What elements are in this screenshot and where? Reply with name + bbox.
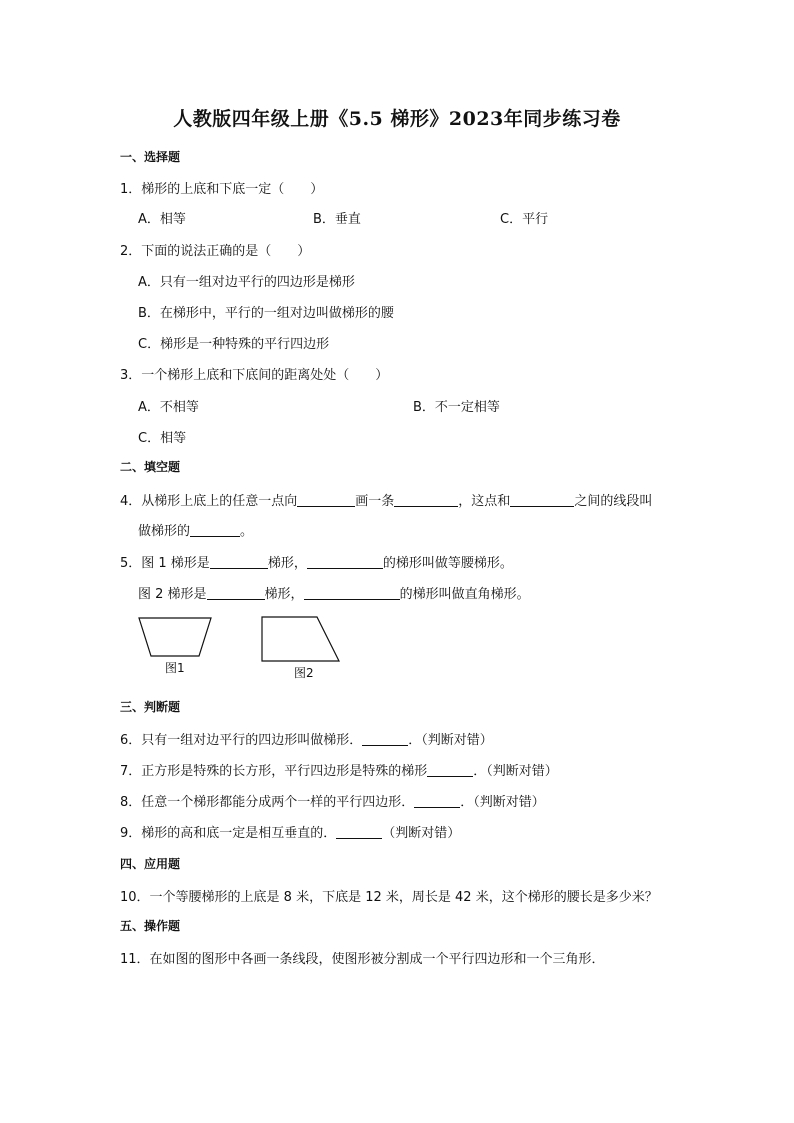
question-5-line-2 <box>138 583 530 602</box>
question-4-text: 画一条 <box>355 494 395 509</box>
trapezoid-shape <box>262 617 339 661</box>
question-2-option-b: B．在梯形中，平行的一组对边叫做梯形的腰 <box>138 306 394 321</box>
question-6-text: 6．只有一组对边平行的四边形叫做梯形． <box>120 733 363 748</box>
question-5-text: 的梯形叫做等腰梯形。 <box>382 556 513 571</box>
question-5-text: 梯形， <box>267 556 307 571</box>
answer-blank[interactable] <box>362 731 408 746</box>
answer-blank[interactable] <box>207 585 265 600</box>
figure-1-isosceles-trapezoid <box>138 616 212 658</box>
question-3-option-c: C．相等 <box>138 431 187 446</box>
question-4-text: 做梯形的 <box>138 524 191 539</box>
question-1-option-b: B．垂直 <box>313 212 361 227</box>
question-1-option-a: A．相等 <box>138 212 186 227</box>
question-5-text: 的梯形叫做直角梯形。 <box>399 587 530 602</box>
question-4-text: ，这点和 <box>458 494 511 509</box>
answer-blank[interactable] <box>307 554 383 569</box>
question-2-stem: 2．下面的说法正确的是（ ） <box>120 244 311 259</box>
question-3-stem: 3．一个梯形上底和下底间的距离处处（ ） <box>120 368 389 383</box>
question-3-option-a: A．不相等 <box>138 400 199 415</box>
section-heading-application: 四、应用题 <box>120 857 181 871</box>
question-5-line-1 <box>120 552 513 571</box>
section-heading-operation: 五、操作题 <box>120 919 181 933</box>
answer-blank[interactable] <box>510 492 574 507</box>
question-7-text: 7．正方形是特殊的长方形，平行四边形是特殊的梯形 <box>120 764 428 779</box>
question-6 <box>120 729 493 748</box>
question-8-text: ．（判断对错） <box>460 795 545 810</box>
question-4-text: 。 <box>240 524 254 539</box>
question-4-line-2 <box>138 520 253 539</box>
answer-blank[interactable] <box>427 762 473 777</box>
page-title: 人教版四年级上册《5.5 梯形》2023年同步练习卷 <box>173 108 621 130</box>
question-7-text: ．（判断对错） <box>473 764 558 779</box>
answer-blank[interactable] <box>210 554 268 569</box>
question-2-option-a: A．只有一组对边平行的四边形是梯形 <box>138 275 355 290</box>
question-8 <box>120 791 545 810</box>
question-8-text: 8．任意一个梯形都能分成两个一样的平行四边形． <box>120 795 415 810</box>
question-1-option-c: C．平行 <box>500 212 549 227</box>
question-9-text: 9．梯形的高和底一定是相互垂直的． <box>120 826 337 841</box>
section-heading-judge: 三、判断题 <box>120 700 181 714</box>
answer-blank[interactable] <box>190 522 240 537</box>
question-10: 10．一个等腰梯形的上底是 8 米，下底是 12 米，周长是 42 米，这个梯形的腰长是多少米？ <box>120 890 658 905</box>
question-7 <box>120 760 558 779</box>
question-2-option-c: C．梯形是一种特殊的平行四边形 <box>138 337 330 352</box>
answer-blank[interactable] <box>394 492 458 507</box>
question-1-stem: 1．梯形的上底和下底一定（ ） <box>120 182 324 197</box>
question-11: 11．在如图的图形中各画一条线段，使图形被分割成一个平行四边形和一个三角形． <box>120 952 605 967</box>
question-5-text: 梯形， <box>264 587 304 602</box>
question-9 <box>120 822 460 841</box>
section-heading-fill: 二、填空题 <box>120 460 181 474</box>
question-4-line-1 <box>120 490 652 509</box>
answer-blank[interactable] <box>414 793 460 808</box>
figure-2-label: 图2 <box>294 666 314 680</box>
question-5-text: 5．图 1 梯形是 <box>120 556 210 571</box>
answer-blank[interactable] <box>336 824 382 839</box>
figure-2-right-trapezoid <box>261 616 341 662</box>
question-3-option-b: B．不一定相等 <box>413 400 500 415</box>
trapezoid-shape <box>139 618 211 656</box>
answer-blank[interactable] <box>304 585 400 600</box>
question-5-text: 图 2 梯形是 <box>138 587 207 602</box>
answer-blank[interactable] <box>297 492 355 507</box>
question-4-text: 4．从梯形上底上的任意一点向 <box>120 494 298 509</box>
figure-1-label: 图1 <box>165 661 185 675</box>
question-6-text: ．（判断对错） <box>408 733 493 748</box>
question-9-text: （判断对错） <box>382 826 461 841</box>
section-heading-choice: 一、选择题 <box>120 150 181 164</box>
question-4-text: 之间的线段叫 <box>574 494 653 509</box>
